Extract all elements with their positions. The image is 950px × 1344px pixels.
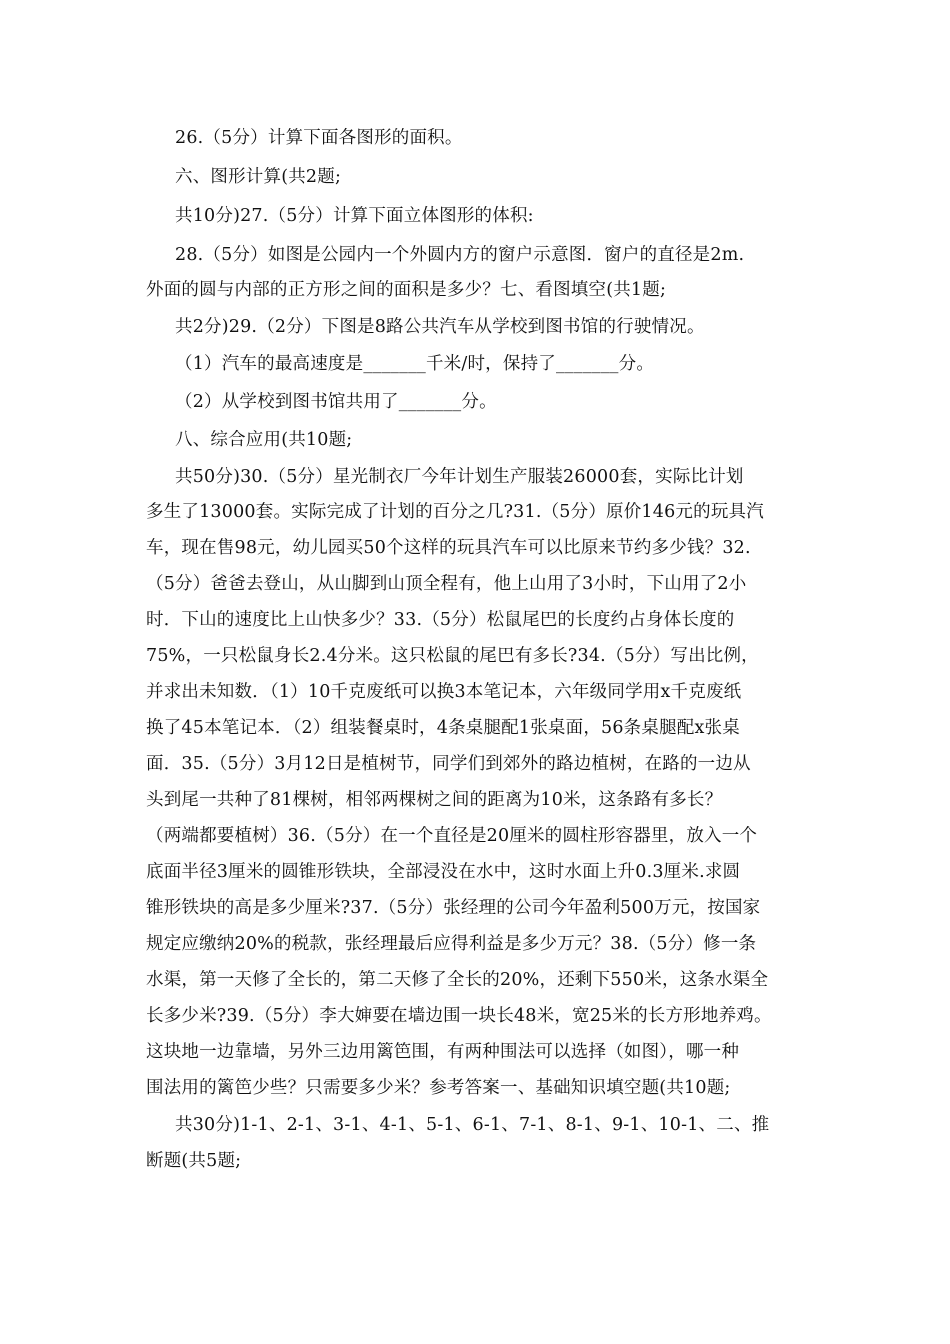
- text-line: （5分）爸爸去登山，从山脚到山顶全程有，他上山用了3小时，下山用了2小: [146, 574, 747, 594]
- text-line: 围法用的篱笆少些？只需要多少米？参考答案一、基础知识填空题(共10题;: [146, 1078, 731, 1098]
- text-line: 锥形铁块的高是多少厘米?37.（5分）张经理的公司今年盈利500万元，按国家: [146, 898, 761, 918]
- text-line: 外面的圆与内部的正方形之间的面积是多少？七、看图填空(共1题;: [146, 280, 667, 300]
- text-line: 头到尾一共种了81棵树，相邻两棵树之间的距离为10米，这条路有多长？: [146, 790, 723, 810]
- text-line: 规定应缴纳20%的税款，张经理最后应得利益是多少万元？38.（5分）修一条: [146, 934, 757, 954]
- text-line: 这块地一边靠墙，另外三边用篱笆围，有两种围法可以选择（如图），哪一种: [146, 1042, 740, 1062]
- text-line: 共10分)27.（5分）计算下面立体图形的体积:: [175, 206, 534, 226]
- text-line: 长多少米?39.（5分）李大婶要在墙边围一块长48米，宽25米的长方形地养鸡。: [146, 1006, 772, 1026]
- text-line: （1）汽车的最高速度是_______千米/时，保持了_______分。: [175, 354, 655, 374]
- text-line: （2）从学校到图书馆共用了_______分。: [175, 392, 497, 412]
- text-line: 共30分)1-1、2-1、3-1、4-1、5-1、6-1、7-1、8-1、9-1、10-1、二、推: [175, 1115, 770, 1135]
- text-line: 多生了13000套。实际完成了计划的百分之几?31.（5分）原价146元的玩具汽: [146, 502, 764, 522]
- text-line: 换了45本笔记本．（2）组装餐桌时，4条桌腿配1张桌面，56条桌腿配x张桌: [146, 718, 740, 738]
- text-line: 共2分)29.（2分）下图是8路公共汽车从学校到图书馆的行驶情况。: [175, 317, 705, 337]
- text-line: 六、图形计算(共2题;: [175, 167, 342, 187]
- text-line: 并求出未知数．（1）10千克废纸可以换3本笔记本，六年级同学用x千克废纸: [146, 682, 742, 702]
- text-line: 26.（5分）计算下面各图形的面积。: [175, 128, 463, 148]
- text-line: 面．35.（5分）3月12日是植树节，同学们到郊外的路边植树，在路的一边从: [146, 754, 751, 774]
- text-line: 28.（5分）如图是公园内一个外圆内方的窗户示意图．窗户的直径是2m.: [175, 245, 745, 265]
- text-line: 底面半径3厘米的圆锥形铁块，全部浸没在水中，这时水面上升0.3厘米.求圆: [146, 862, 741, 882]
- text-line: 75%，一只松鼠身长2.4分米。这只松鼠的尾巴有多长?34.（5分）写出比例，: [146, 646, 759, 666]
- text-line: 共50分)30.（5分）星光制衣厂今年计划生产服装26000套，实际比计划: [175, 467, 744, 487]
- text-line: 车，现在售98元，幼儿园买50个这样的玩具汽车可以比原来节约多少钱？32.: [146, 538, 751, 558]
- text-line: 八、综合应用(共10题;: [175, 430, 353, 450]
- text-line: 水渠，第一天修了全长的，第二天修了全长的20%，还剩下550米，这条水渠全: [146, 970, 769, 990]
- text-line: 时．下山的速度比上山快多少？33.（5分）松鼠尾巴的长度约占身体长度的: [146, 610, 735, 630]
- text-line: 断题(共5题;: [146, 1151, 242, 1171]
- text-line: （两端都要植树）36.（5分）在一个直径是20厘米的圆柱形容器里，放入一个: [146, 826, 758, 846]
